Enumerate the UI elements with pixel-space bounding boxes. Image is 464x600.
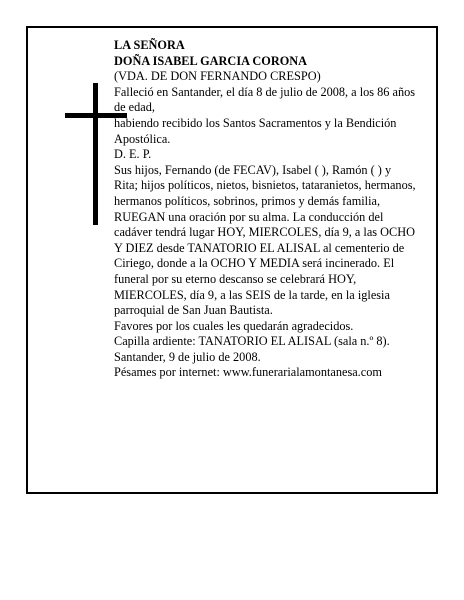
thanks-line: Favores por los cuales les quedarán agradecidos.	[114, 318, 354, 333]
obituary-text	[114, 38, 418, 381]
family-list: Sus hijos, Fernando (de FECAV), Isabel ( ), Ramón ( ) y Rita; hijos políticos, nietos, bisnietos, tataranietos, hermanos, hermanos políticos, sobrinos, primos y demás familia,	[114, 162, 416, 208]
death-notice: Falleció en Santander, el día 8 de julio de 2008, a los 86 años de edad,	[114, 84, 416, 115]
cross-icon-vertical-bar	[93, 83, 98, 225]
funeral-details: RUEGAN una oración por su alma. La conducción del cadáver tendrá lugar HOY, MIERCOLES, día 9, a las OCHO Y DIEZ desde TANATORIO EL ALISAL al cementerio de Ciriego, donde a la OCHO Y MEDIA será incinerado. El funeral por su eterno descanso se celebrará HOY, MIERCOLES, día 9, a las SEIS de la tarde, en la iglesia parroquial de San Juan Bautista.	[114, 209, 415, 318]
rip-line: D. E. P.	[114, 147, 152, 162]
notice-title: LA SEÑORA	[114, 38, 185, 52]
sacraments-line: habiendo recibido los Santos Sacramentos y la Bendición Apostólica.	[114, 115, 397, 146]
date-line: Santander, 9 de julio de 2008.	[114, 349, 261, 364]
deceased-name: DOÑA ISABEL GARCIA CORONA	[114, 53, 308, 68]
condolences-line: Pésames por internet: www.funerarialamontanesa.com	[114, 365, 382, 380]
widow-line: (VDA. DE DON FERNANDO CRESPO)	[114, 69, 321, 84]
chapel-line: Capilla ardiente: TANATORIO EL ALISAL (sala n.º 8).	[114, 334, 390, 349]
